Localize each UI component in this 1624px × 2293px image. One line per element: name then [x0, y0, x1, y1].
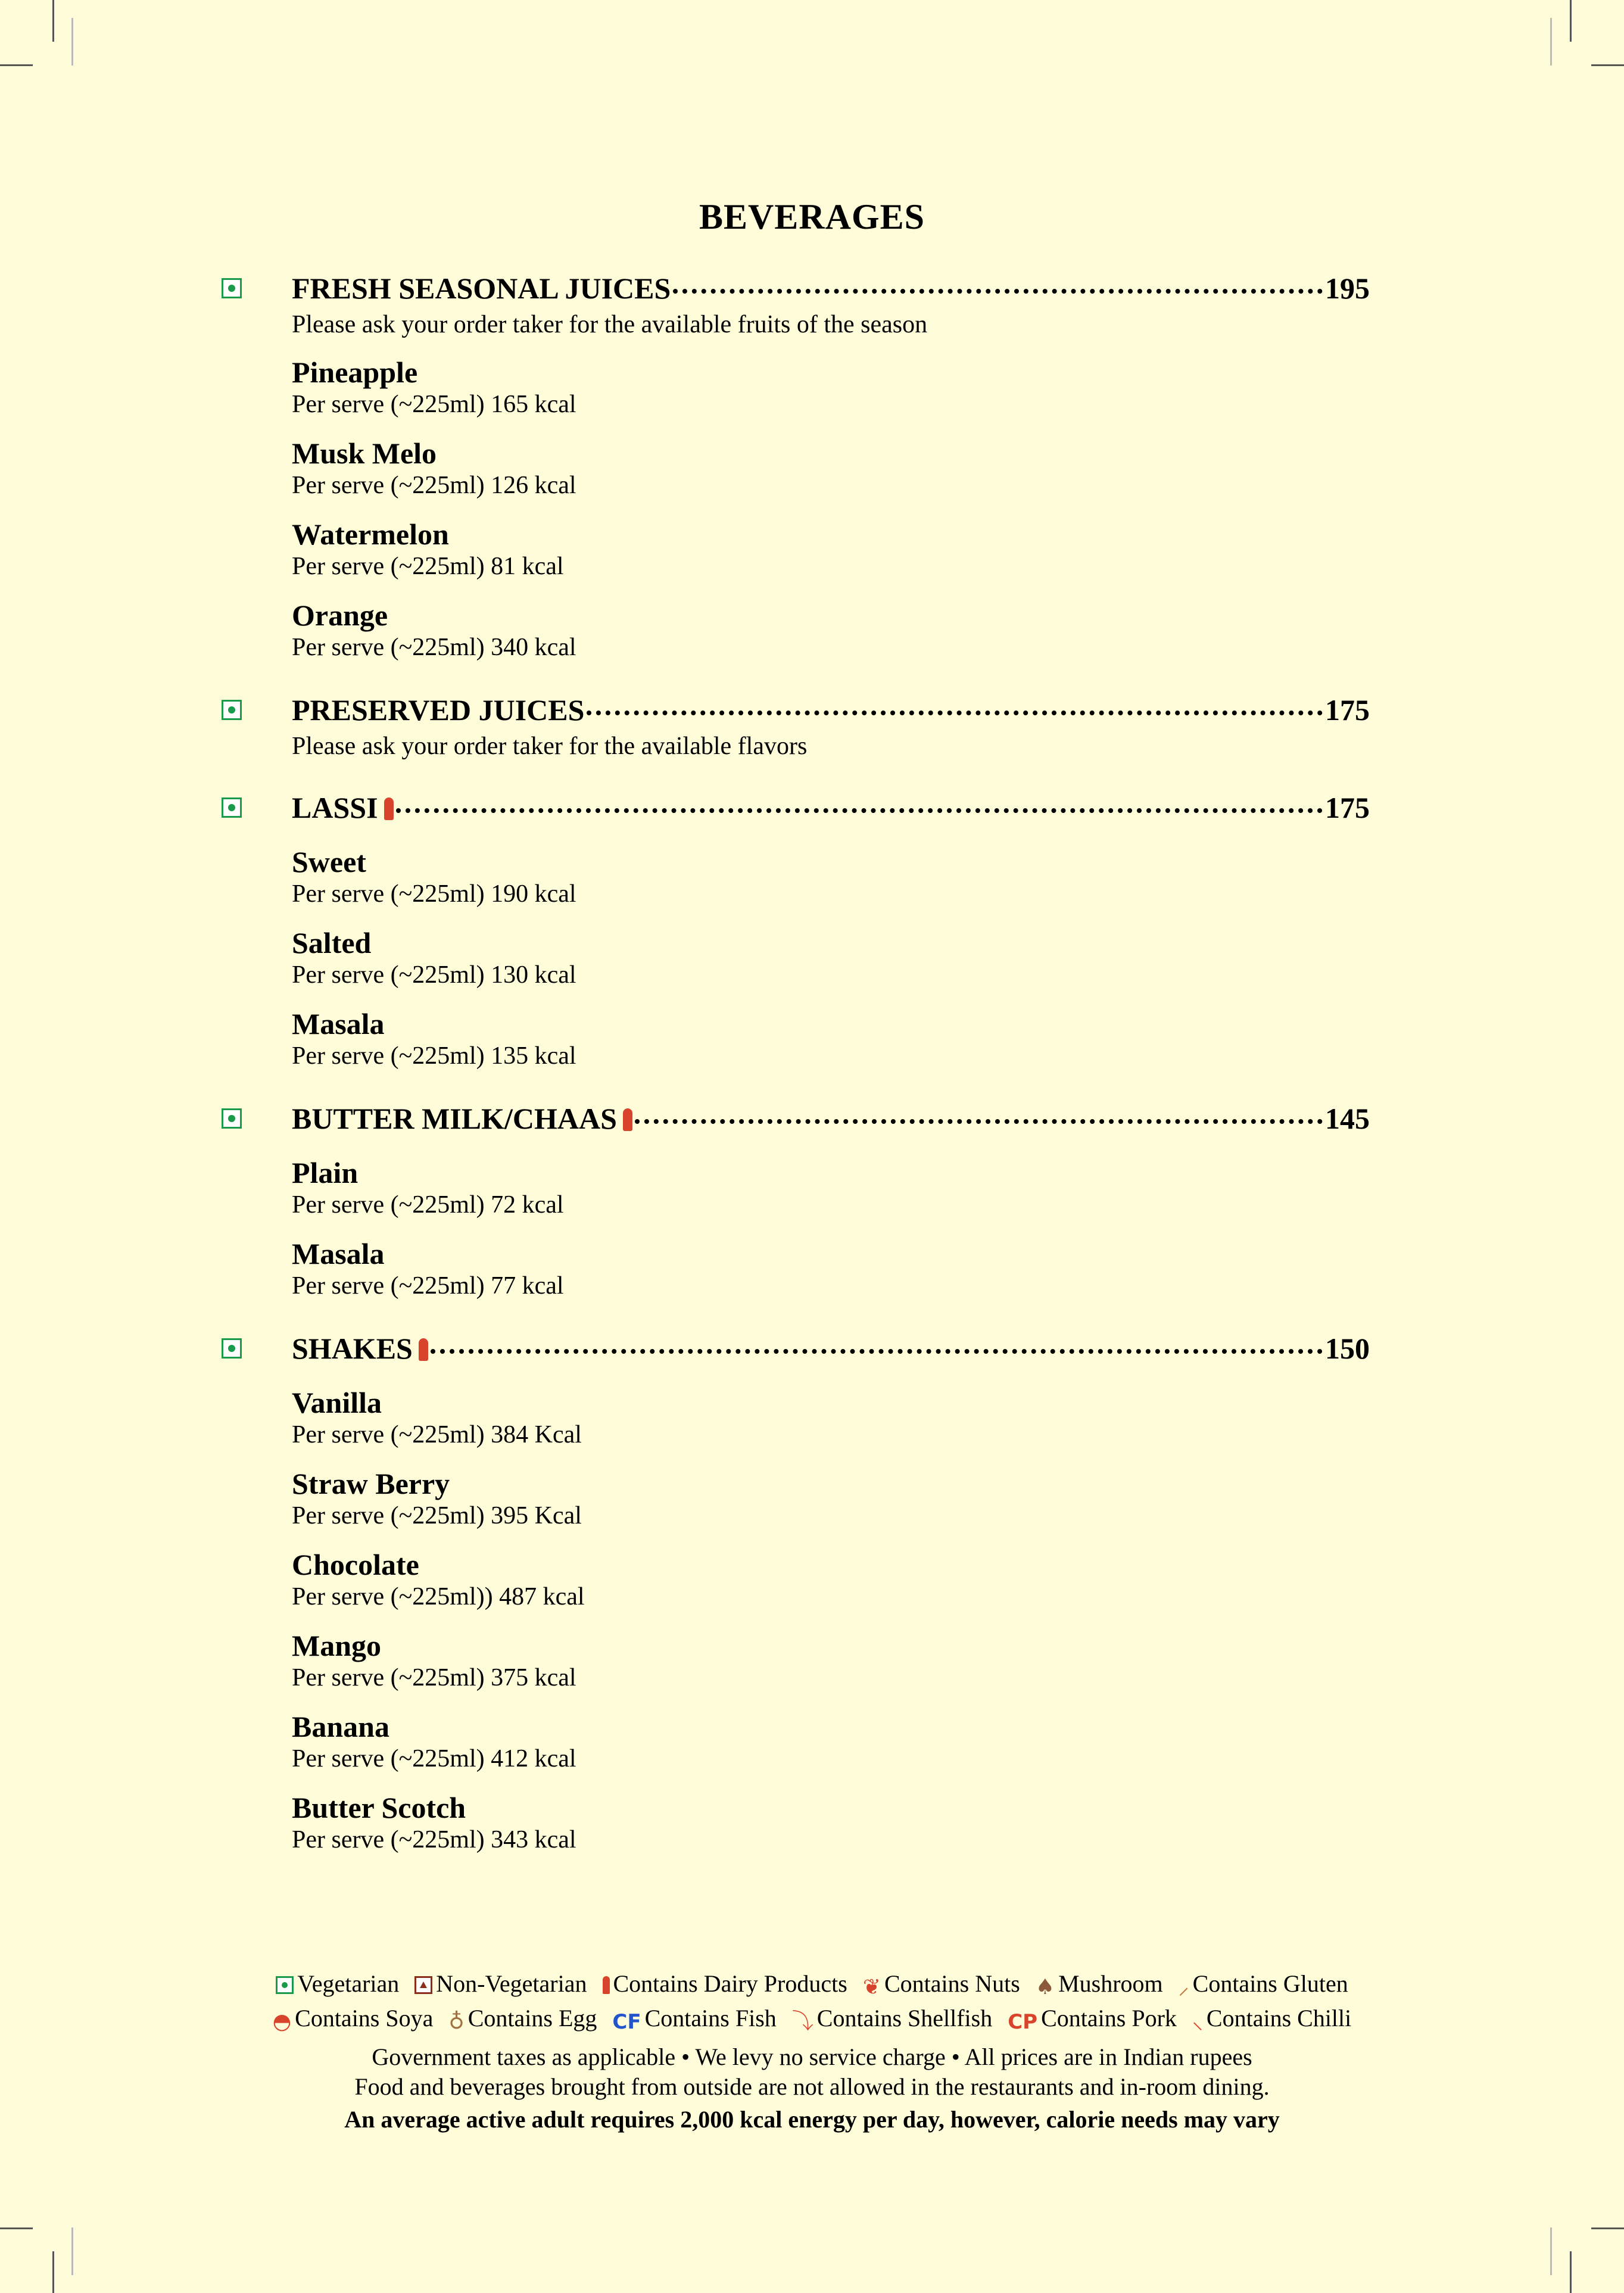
item-desc: Per serve (~225ml) 130 kcal	[292, 961, 576, 989]
legend-label: Contains Dairy Products	[613, 1970, 847, 1997]
chilli-icon: ⸜	[1192, 2010, 1203, 2034]
crop-mark	[0, 2227, 33, 2229]
item-name: Vanilla	[292, 1386, 382, 1419]
section-price: 145	[1325, 1102, 1370, 1135]
dairy-icon	[623, 1108, 632, 1131]
menu-item	[292, 1007, 1370, 1071]
item-name: Chocolate	[292, 1548, 419, 1581]
legend-entry	[792, 2003, 992, 2037]
legend-entry	[1008, 2003, 1177, 2037]
menu-section	[256, 1101, 1370, 1301]
legend-label: Non-Vegetarian	[436, 1970, 587, 1997]
crop-mark	[1591, 64, 1624, 66]
dairy-icon	[419, 1338, 428, 1361]
crop-mark	[71, 18, 73, 66]
crop-mark	[1570, 2251, 1572, 2293]
item-desc: Per serve (~225ml) 81 kcal	[292, 553, 564, 580]
item-desc: Per serve (~225ml) 190 kcal	[292, 880, 576, 908]
legend-entry	[414, 1968, 587, 1999]
menu-item	[292, 599, 1370, 663]
dairy-icon	[603, 1976, 610, 1994]
item-desc: Per serve (~225ml) 384 Kcal	[292, 1421, 582, 1448]
legend-entry	[273, 2003, 434, 2037]
item-desc: Per serve (~225ml) 395 Kcal	[292, 1502, 582, 1529]
menu-item	[292, 1386, 1370, 1450]
pork-icon: CP	[1008, 2010, 1038, 2034]
menu-section	[256, 1331, 1370, 1855]
item-name: Pineapple	[292, 356, 418, 389]
item-name: Straw Berry	[292, 1467, 450, 1500]
footer-note: Government taxes as applicable • We levy no service charge • All prices are in Indian rupees	[372, 2043, 1252, 2070]
item-name: Masala	[292, 1237, 385, 1270]
crop-mark	[1591, 2227, 1624, 2229]
menu-item	[292, 1629, 1370, 1693]
menu-item	[292, 1156, 1370, 1220]
item-desc: Per serve (~225ml) 343 kcal	[292, 1826, 576, 1853]
menu-item	[292, 845, 1370, 909]
legend-entry	[448, 2003, 597, 2037]
dot-leader	[635, 1119, 1323, 1124]
item-name: Musk Melo	[292, 437, 437, 470]
item-name: Watermelon	[292, 518, 449, 551]
menu-item	[292, 1710, 1370, 1774]
legend-label: Contains Pork	[1041, 2005, 1177, 2032]
dot-leader	[396, 808, 1323, 813]
section-name-text: SHAKES	[292, 1332, 413, 1365]
section-price: 150	[1325, 1332, 1370, 1365]
legend-entry	[1192, 2003, 1351, 2037]
item-name: Plain	[292, 1156, 359, 1189]
legend-label: Contains Soya	[295, 2005, 434, 2032]
veg-icon	[222, 700, 242, 720]
legend-label: Contains Fish	[644, 2005, 777, 2032]
menu-item	[292, 518, 1370, 582]
crop-mark	[71, 2227, 73, 2275]
crop-mark	[1550, 2227, 1552, 2275]
section-name-text: BUTTER MILK/CHAAS	[292, 1102, 617, 1135]
calorie-note: An average active adult requires 2,000 kcal energy per day, however, calorie needs may vary	[344, 2106, 1280, 2133]
legend-entry	[276, 1968, 399, 1999]
legend-row	[0, 2003, 1624, 2037]
egg-icon: ♁	[448, 2010, 465, 2034]
nuts-icon: ❦	[862, 1975, 881, 1999]
non-veg-icon	[414, 1976, 432, 1994]
section-note: Please ask your order taker for the available fruits of the season	[292, 311, 928, 338]
menu	[256, 271, 1370, 1855]
item-desc: Per serve (~225ml) 126 kcal	[292, 472, 576, 499]
item-desc: Per serve (~225ml) 72 kcal	[292, 1191, 564, 1219]
crop-mark	[1550, 18, 1552, 66]
section-header	[256, 1331, 1370, 1373]
legend-entry	[1179, 1968, 1348, 2003]
legend-label: Contains Chilli	[1206, 2005, 1352, 2032]
item-desc: Per serve (~225ml) 165 kcal	[292, 391, 576, 418]
veg-icon	[222, 278, 242, 298]
item-desc: Per serve (~225ml) 375 kcal	[292, 1664, 576, 1691]
section-price: 195	[1325, 272, 1370, 305]
item-name: Mango	[292, 1629, 381, 1662]
legend-entry	[863, 1968, 1020, 2003]
menu-item	[292, 926, 1370, 990]
item-desc: Per serve (~225ml) 77 kcal	[292, 1272, 564, 1300]
section-name-text: LASSI	[292, 791, 378, 824]
legend-entry	[612, 2003, 776, 2037]
section-note: Please ask your order taker for the available flavors	[292, 733, 808, 760]
menu-item	[292, 437, 1370, 501]
veg-icon	[222, 797, 242, 818]
section-header	[256, 693, 1370, 734]
menu-item	[292, 1467, 1370, 1531]
section-header	[256, 1101, 1370, 1143]
crop-mark	[52, 0, 54, 42]
fish-icon: CF	[612, 2010, 641, 2034]
item-name: Orange	[292, 599, 388, 632]
section-header	[256, 271, 1370, 313]
section-name: FRESH SEASONAL JUICES	[292, 272, 671, 305]
veg-icon	[222, 1338, 242, 1359]
legend-row	[0, 1968, 1624, 2003]
veg-icon	[276, 1976, 294, 1994]
menu-item	[292, 1548, 1370, 1612]
legend-entry	[1036, 1968, 1163, 2003]
section-price: 175	[1325, 693, 1370, 727]
crop-mark	[52, 2251, 54, 2293]
item-desc: Per serve (~225ml) 412 kcal	[292, 1745, 576, 1772]
menu-item	[292, 1791, 1370, 1855]
section-name: PRESERVED JUICES	[292, 693, 585, 727]
section-price: 175	[1325, 791, 1370, 824]
mushroom-icon: ♠	[1035, 1975, 1055, 1999]
soya-icon: ◓	[272, 2010, 292, 2034]
item-desc: Per serve (~225ml) 135 kcal	[292, 1042, 576, 1070]
footer-note: Food and beverages brought from outside are not allowed in the restaurants and in-room dining.	[354, 2073, 1270, 2100]
item-desc: Per serve (~225ml)) 487 kcal	[292, 1583, 585, 1610]
shellfish-icon: ⤵	[791, 2010, 813, 2034]
menu-section	[256, 693, 1370, 761]
legend-label: Contains Egg	[467, 2005, 597, 2032]
dot-leader	[673, 289, 1323, 294]
menu-item	[292, 1237, 1370, 1301]
legend-label: Contains Nuts	[884, 1970, 1020, 1997]
section-name	[292, 790, 394, 825]
legend-label: Vegetarian	[297, 1970, 400, 1997]
legend-label: Contains Shellfish	[816, 2005, 993, 2032]
gluten-icon: ⸝	[1178, 1975, 1189, 1999]
item-name: Banana	[292, 1710, 389, 1743]
item-desc: Per serve (~225ml) 340 kcal	[292, 634, 576, 661]
crop-mark	[1570, 0, 1572, 42]
crop-mark	[0, 64, 33, 66]
section-name	[292, 1331, 428, 1366]
item-name: Salted	[292, 926, 372, 959]
section-header	[256, 790, 1370, 832]
item-name: Sweet	[292, 845, 366, 878]
legend-label: Contains Gluten	[1192, 1970, 1348, 1997]
menu-section	[256, 271, 1370, 663]
dairy-icon	[384, 797, 394, 820]
dot-leader	[587, 711, 1323, 715]
legend-entry	[603, 1968, 847, 1999]
item-name: Butter Scotch	[292, 1791, 466, 1824]
veg-icon	[222, 1108, 242, 1129]
page-title: BEVERAGES	[699, 197, 925, 236]
menu-item	[292, 356, 1370, 420]
legend	[0, 1968, 1624, 2138]
legend-label: Mushroom	[1058, 1970, 1163, 1997]
item-name: Masala	[292, 1007, 385, 1040]
section-name	[292, 1101, 632, 1136]
dot-leader	[431, 1349, 1323, 1354]
menu-section	[256, 790, 1370, 1071]
